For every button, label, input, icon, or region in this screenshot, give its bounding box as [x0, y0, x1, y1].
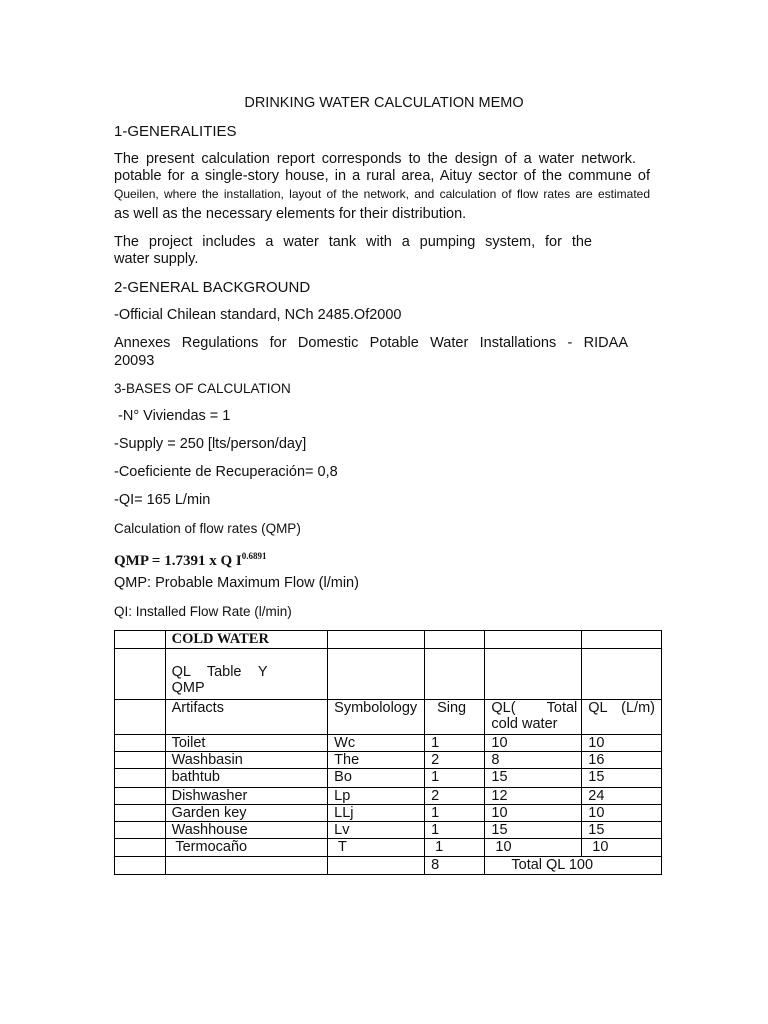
ql-lm-cell: 10	[582, 805, 662, 822]
table-row	[115, 822, 662, 839]
flow-calculation-heading: Calculation of flow rates (QMP)	[114, 521, 301, 536]
table-row	[115, 839, 662, 857]
artifact-cell: bathtub	[165, 769, 328, 788]
artifact-cell: Toilet	[165, 735, 328, 752]
standard-reference: -Official Chilean standard, NCh 2485.Of2000	[114, 307, 402, 323]
sing-cell: 2	[425, 752, 485, 769]
table-body	[115, 735, 662, 857]
qmp-definition: QMP: Probable Maximum Flow (l/min)	[114, 575, 359, 591]
header-ql-total	[485, 700, 582, 735]
table-row	[115, 805, 662, 822]
symbol-cell: The	[328, 752, 425, 769]
paragraph-2-line-1: The project includes a water tank with a pumping system, for the	[114, 234, 592, 250]
header-artifacts: Artifacts	[165, 700, 328, 735]
sing-cell: 1	[425, 735, 485, 752]
artifact-cell: Dishwasher	[165, 788, 328, 805]
formula-exponent: 0.6891	[241, 551, 267, 561]
section-2-heading: 2-GENERAL BACKGROUND	[114, 279, 311, 296]
artifact-cell: Washhouse	[165, 822, 328, 839]
paragraph-1-line-3: Queilen, where the installation, layout of the network, and calculation of flow rates are estimated	[114, 187, 650, 201]
ql-cell: 15	[485, 822, 582, 839]
ql-lm-cell: 10	[582, 735, 662, 752]
annex-line-1: Annexes Regulations for Domestic Potable Water Installations - RIDAA	[114, 335, 628, 351]
table-row	[115, 752, 662, 769]
table-subtitle-line-1: QL Table Y	[171, 664, 268, 680]
ql-cell: 10	[485, 839, 582, 857]
sing-cell: 1	[425, 839, 485, 857]
table-subtitle	[165, 649, 328, 700]
symbol-cell: Bo	[328, 769, 425, 788]
section-3-heading: 3-BASES OF CALCULATION	[114, 381, 291, 396]
ql-cell: 12	[485, 788, 582, 805]
sing-cell: 2	[425, 788, 485, 805]
table-row	[115, 735, 662, 752]
document-title: DRINKING WATER CALCULATION MEMO	[244, 95, 524, 111]
section-1-heading: 1-GENERALITIES	[114, 123, 237, 140]
ql-lm-cell: 24	[582, 788, 662, 805]
table-row	[115, 769, 662, 788]
cold-water-table	[114, 630, 662, 875]
artifact-cell: Garden key	[165, 805, 328, 822]
header-sing: Sing	[425, 700, 485, 735]
symbol-cell: T	[328, 839, 425, 857]
viviendas-value: -N° Viviendas = 1	[114, 408, 231, 424]
ql-lm-cell: 15	[582, 769, 662, 788]
qi-definition: QI: Installed Flow Rate (l/min)	[114, 604, 292, 619]
paragraph-1-line-1: The present calculation report corresponds to the design of a water network.	[114, 151, 636, 167]
recovery-coefficient: -Coeficiente de Recuperación= 0,8	[114, 464, 338, 480]
ql-lm-cell: 16	[582, 752, 662, 769]
annex-line-2: 20093	[114, 353, 155, 369]
table-title-row	[115, 631, 662, 649]
formula-base: QMP = 1.7391 x Q I	[114, 553, 242, 569]
sing-cell: 1	[425, 805, 485, 822]
symbol-cell: Lp	[328, 788, 425, 805]
table-subtitle-row	[115, 649, 662, 700]
table-title: COLD WATER	[165, 631, 328, 649]
qi-value: -QI= 165 L/min	[114, 492, 211, 508]
table-subtitle-line-2: QMP	[171, 680, 205, 696]
ql-cell: 8	[485, 752, 582, 769]
paragraph-1-line-2: potable for a single-story house, in a rural area, Aituy sector of the commune of	[114, 168, 650, 184]
footer-sing-total: 8	[425, 857, 485, 875]
ql-lm-cell: 15	[582, 822, 662, 839]
paragraph-2-line-2: water supply.	[114, 251, 199, 267]
ql-cell: 10	[485, 735, 582, 752]
symbol-cell: Wc	[328, 735, 425, 752]
supply-value: -Supply = 250 [lts/person/day]	[114, 436, 307, 452]
sing-cell: 1	[425, 822, 485, 839]
ql-lm-cell: 10	[582, 839, 662, 857]
qmp-formula	[114, 548, 266, 570]
symbol-cell: Lv	[328, 822, 425, 839]
artifact-cell: Washbasin	[165, 752, 328, 769]
sing-cell: 1	[425, 769, 485, 788]
symbol-cell: LLj	[328, 805, 425, 822]
paragraph-1-line-4: as well as the necessary elements for their distribution.	[114, 206, 467, 222]
header-symbology: Symbolology	[328, 700, 425, 735]
artifact-cell: Termocaño	[165, 839, 328, 857]
table-header-row	[115, 700, 662, 735]
table-row	[115, 788, 662, 805]
header-ql-total-line-2: cold water	[491, 716, 558, 732]
ql-cell: 15	[485, 769, 582, 788]
footer-total-ql: Total QL 100	[485, 857, 662, 875]
table-footer-row	[115, 857, 662, 875]
ql-cell: 10	[485, 805, 582, 822]
header-ql-lm: QL (L/m)	[582, 700, 662, 735]
header-ql-total-line-1: QL( Total	[491, 700, 578, 716]
